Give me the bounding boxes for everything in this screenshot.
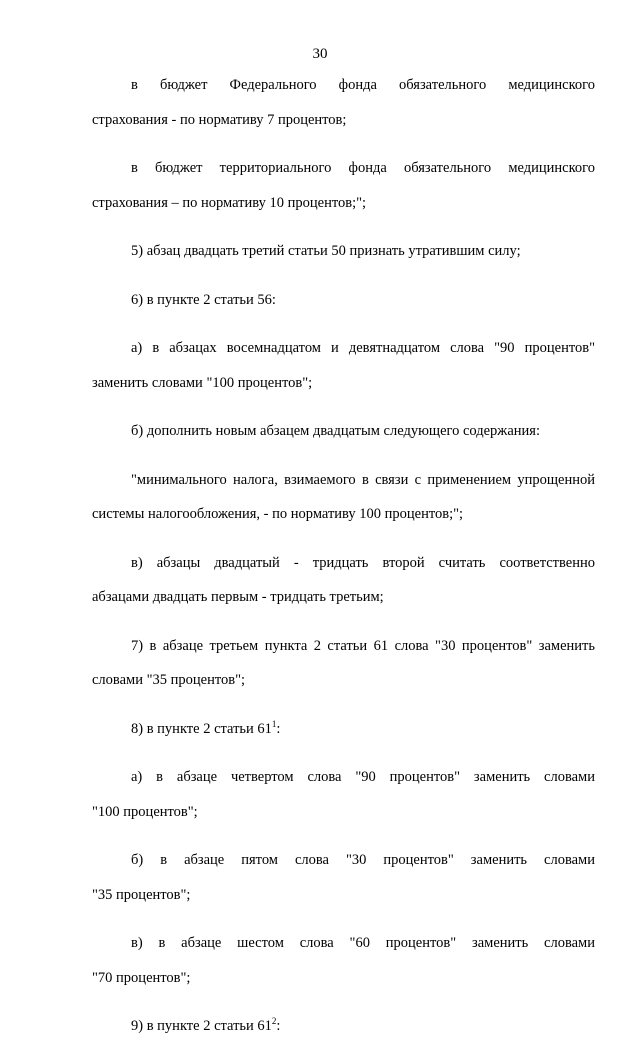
paragraph-line: в) абзацы двадцатый - тридцать второй считать соответственно	[131, 554, 595, 571]
paragraph-item-5	[92, 234, 595, 269]
paragraph-line-tail: :	[276, 1018, 281, 1034]
paragraph-line	[92, 712, 595, 747]
paragraph-line: в бюджет Федерального фонда обязательного медицинского	[131, 77, 595, 93]
paragraph-item-6b	[92, 414, 595, 449]
paragraph-item-6a	[92, 331, 595, 400]
superscript: 2	[271, 1016, 277, 1026]
paragraph-quote-minimum-tax	[92, 463, 595, 532]
paragraph-item-9	[92, 1009, 595, 1044]
paragraph-item-8v	[92, 926, 595, 995]
paragraph-line: б) дополнить новым абзацем двадцатым следующего содержания:	[131, 423, 540, 439]
paragraph-item-6v	[92, 546, 595, 615]
paragraph-line: заменить словами "100 процентов";	[92, 374, 313, 391]
paragraph-line: 6) в пункте 2 статьи 56:	[131, 291, 276, 308]
paragraph-line-text: 8) в пункте 2 статьи 61	[131, 720, 272, 737]
paragraph-item-8	[92, 712, 595, 747]
paragraph-territorial-fund	[92, 151, 595, 220]
paragraph-line: 5) абзац двадцать третий статьи 50 признать утратившим силу;	[131, 243, 521, 259]
paragraph-line: абзацами двадцать первым - тридцать третьим;	[92, 589, 384, 605]
paragraph-item-7	[92, 629, 595, 698]
paragraph-item-8b	[92, 843, 595, 912]
paragraph-line: системы налогообложения, - по нормативу 100 процентов;";	[92, 506, 464, 522]
paragraph-line: в) в абзаце шестом слова "60 процентов" заменить словами	[131, 935, 595, 951]
paragraph-federal-fund	[92, 68, 595, 137]
paragraph-line: "35 процентов";	[92, 886, 191, 903]
paragraph-line-tail: :	[276, 720, 281, 737]
paragraph-item-8a	[92, 760, 595, 829]
paragraph-line: страхования - по нормативу 7 процентов;	[92, 111, 347, 128]
paragraph-line: 7) в абзаце третьем пункта 2 статьи 61 слова "30 процентов" заменить	[131, 637, 595, 654]
document-body	[92, 68, 595, 1058]
paragraph-line: "100 процентов";	[92, 803, 198, 820]
superscript: 1	[271, 718, 277, 729]
paragraph-line-text: 9) в пункте 2 статьи 61	[131, 1018, 272, 1034]
paragraph-line	[92, 1009, 595, 1044]
paragraph-line: "минимального налога, взимаемого в связи с применением упрощенной	[131, 471, 595, 488]
paragraph-line: словами "35 процентов";	[92, 672, 246, 688]
paragraph-line: страхования – по нормативу 10 процентов;";	[92, 194, 367, 211]
paragraph-line: а) в абзаце четвертом слова "90 процентов" заменить словами	[131, 769, 595, 785]
paragraph-line: в бюджет территориального фонда обязательного медицинского	[131, 160, 595, 176]
paragraph-line: а) в абзацах восемнадцатом и девятнадцатом слова "90 процентов"	[131, 340, 595, 356]
paragraph-line: б) в абзаце пятом слова "30 процентов" заменить словами	[131, 852, 595, 868]
paragraph-item-6	[92, 283, 595, 318]
paragraph-line: "70 процентов";	[92, 969, 191, 986]
page-number: 30	[312, 46, 328, 62]
